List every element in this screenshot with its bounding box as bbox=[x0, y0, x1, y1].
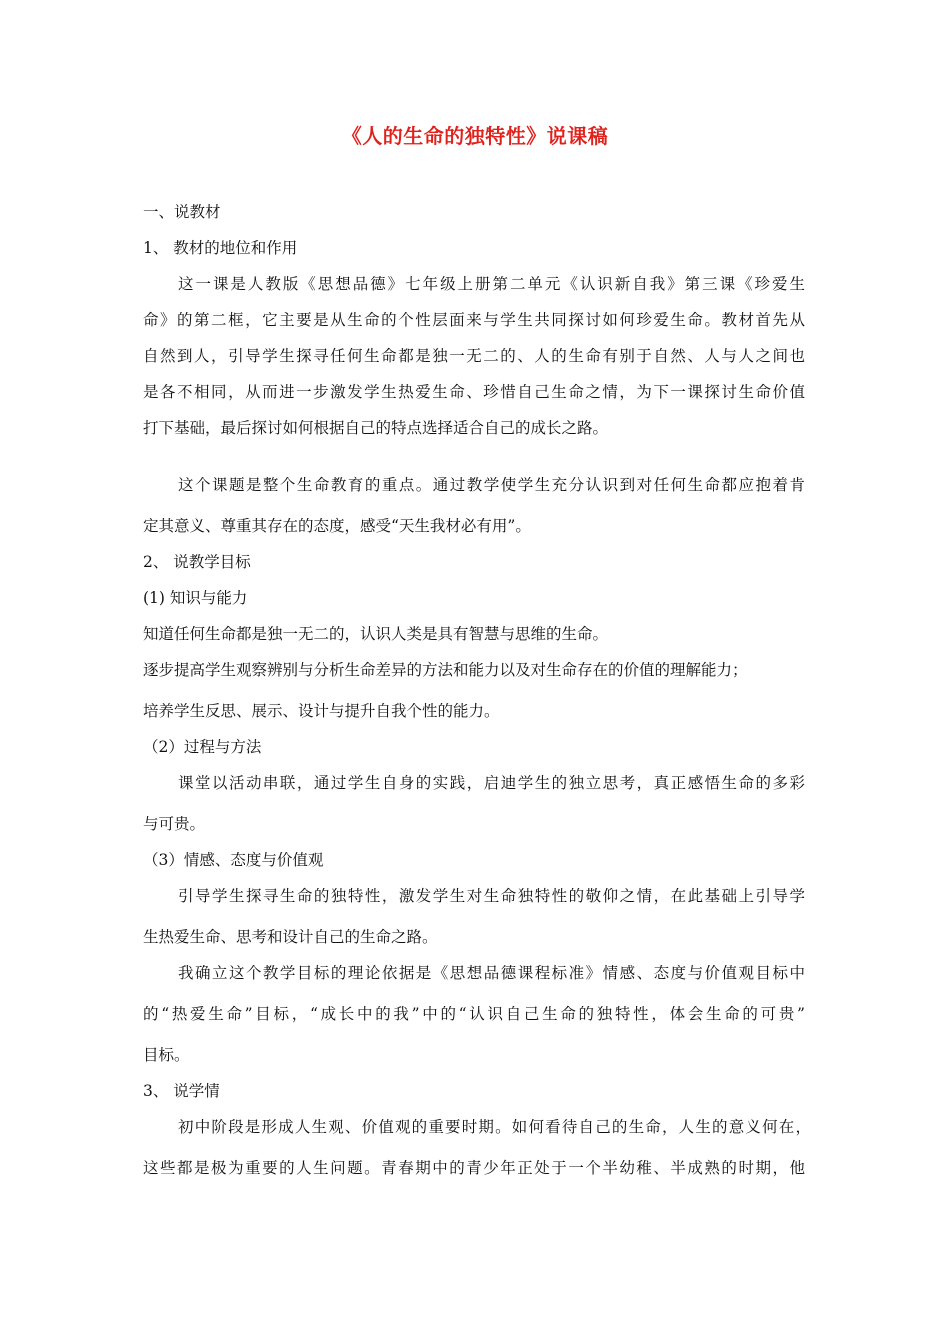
paragraph-line: 初中阶段是形成人生观、价值观的重要时期。如何看待自己的生命，人生的意义何在， bbox=[178, 1118, 811, 1136]
goal-heading-knowledge: (1) 知识与能力 bbox=[143, 589, 248, 607]
paragraph-line: 目标。 bbox=[143, 1046, 190, 1064]
goal-heading-process: （2）过程与方法 bbox=[143, 738, 262, 756]
paragraph-line: 定其意义、尊重其存在的态度，感受“天生我材必有用”。 bbox=[143, 517, 531, 535]
paragraph-line: 我确立这个教学目标的理论依据是《思想品德课程标准》情感、态度与价值观目标中 bbox=[178, 964, 805, 982]
paragraph-line: 的“热爱生命”目标，“成长中的我”中的“认识自己生命的独特性，体会生命的可贵” bbox=[143, 1005, 805, 1023]
paragraph-line: 这一课是人教版《思想品德》七年级上册第二单元《认识新自我》第三课《珍爱生 bbox=[178, 275, 805, 293]
paragraph-line: 这个课题是整个生命教育的重点。通过教学使学生充分认识到对任何生命都应抱着肯 bbox=[178, 476, 805, 494]
subsection-heading-student-situation: 3、 说学情 bbox=[143, 1082, 220, 1100]
subsection-heading-position-role: 1、 教材的地位和作用 bbox=[143, 239, 298, 257]
section-heading-teaching-material: 一、说教材 bbox=[143, 203, 221, 221]
paragraph-line: 打下基础，最后探讨如何根据自己的特点选择适合自己的成长之路。 bbox=[143, 419, 609, 437]
paragraph-line: 自然到人，引导学生探寻任何生命都是独一无二的、人的生命有别于自然、人与人之间也 bbox=[143, 347, 805, 365]
paragraph-line: 这些都是极为重要的人生问题。青春期中的青少年正处于一个半幼稚、半成熟的时期，他 bbox=[143, 1159, 805, 1177]
paragraph-line: 命》的第二框，它主要是从生命的个性层面来与学生共同探讨如何珍爱生命。教材首先从 bbox=[143, 311, 805, 329]
paragraph-line: 课堂以活动串联，通过学生自身的实践，启迪学生的独立思考，真正感悟生命的多彩 bbox=[178, 774, 805, 792]
paragraph-line: 逐步提高学生观察辨别与分析生命差异的方法和能力以及对生命存在的价值的理解能力； bbox=[143, 661, 748, 679]
paragraph-line: 与可贵。 bbox=[143, 815, 206, 833]
paragraph-line: 引导学生探寻生命的独特性，激发学生对生命独特性的敬仰之情，在此基础上引导学 bbox=[178, 887, 805, 905]
paragraph-line: 生热爱生命、思考和设计自己的生命之路。 bbox=[143, 928, 438, 946]
goal-heading-emotion: （3）情感、态度与价值观 bbox=[143, 851, 324, 869]
paragraph-line: 培养学生反思、展示、设计与提升自我个性的能力。 bbox=[143, 702, 500, 720]
subsection-heading-teaching-goals: 2、 说教学目标 bbox=[143, 553, 251, 571]
paragraph-line: 知道任何生命都是独一无二的，认识人类是具有智慧与思维的生命。 bbox=[143, 625, 609, 643]
document-title: 《人的生命的独特性》说课稿 bbox=[341, 124, 609, 148]
paragraph-line: 是各不相同，从而进一步激发学生热爱生命、珍惜自己生命之情，为下一课探讨生命价值 bbox=[143, 383, 805, 401]
